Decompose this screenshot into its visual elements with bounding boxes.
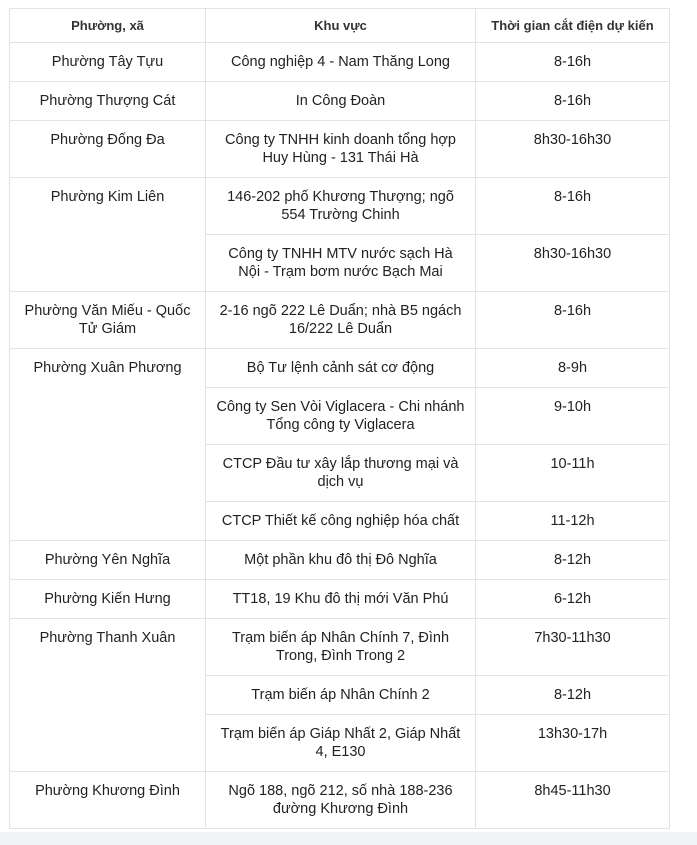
table-row — [10, 178, 670, 235]
time-cell: 8-12h — [476, 676, 670, 715]
area-cell: 146-202 phố Khương Thượng; ngõ 554 Trường Chinh — [206, 178, 476, 235]
ward-cell: Phường Thanh Xuân — [10, 619, 206, 772]
time-cell: 8-16h — [476, 82, 670, 121]
time-cell: 6-12h — [476, 580, 670, 619]
header-time: Thời gian cắt điện dự kiến — [476, 9, 670, 43]
ward-cell: Phường Khương Đình — [10, 772, 206, 829]
area-cell: Ngõ 188, ngõ 212, số nhà 188-236 đường Khương Đình — [206, 772, 476, 829]
table-row — [10, 349, 670, 388]
ward-cell: Phường Xuân Phương — [10, 349, 206, 541]
table-row — [10, 772, 670, 829]
header-area: Khu vực — [206, 9, 476, 43]
area-cell: Công ty Sen Vòi Viglacera - Chi nhánh Tổng công ty Viglacera — [206, 388, 476, 445]
area-cell: Bộ Tư lệnh cảnh sát cơ động — [206, 349, 476, 388]
area-cell: Công ty TNHH kinh doanh tổng hợp Huy Hùng - 131 Thái Hà — [206, 121, 476, 178]
time-cell: 8h30-16h30 — [476, 121, 670, 178]
area-cell: Một phần khu đô thị Đô Nghĩa — [206, 541, 476, 580]
outage-table-container — [9, 8, 669, 829]
time-cell: 8h30-16h30 — [476, 235, 670, 292]
table-row — [10, 292, 670, 349]
time-cell: 8-16h — [476, 292, 670, 349]
area-cell: In Công Đoàn — [206, 82, 476, 121]
ward-cell: Phường Kiến Hưng — [10, 580, 206, 619]
ward-cell: Phường Đống Đa — [10, 121, 206, 178]
time-cell: 10-11h — [476, 445, 670, 502]
area-cell: 2-16 ngõ 222 Lê Duẩn; nhà B5 ngách 16/222 Lê Duẩn — [206, 292, 476, 349]
area-cell: Trạm biến áp Giáp Nhất 2, Giáp Nhất 4, E130 — [206, 715, 476, 772]
area-cell: CTCP Thiết kế công nghiệp hóa chất — [206, 502, 476, 541]
ward-cell: Phường Thượng Cát — [10, 82, 206, 121]
time-cell: 8h45-11h30 — [476, 772, 670, 829]
time-cell: 7h30-11h30 — [476, 619, 670, 676]
time-cell: 11-12h — [476, 502, 670, 541]
area-cell: Trạm biến áp Nhân Chính 7, Đình Trong, Đình Trong 2 — [206, 619, 476, 676]
area-cell: TT18, 19 Khu đô thị mới Văn Phú — [206, 580, 476, 619]
time-cell: 8-9h — [476, 349, 670, 388]
table-header-row — [10, 9, 670, 43]
area-cell: Công nghiệp 4 - Nam Thăng Long — [206, 43, 476, 82]
time-cell: 8-12h — [476, 541, 670, 580]
area-cell: Trạm biến áp Nhân Chính 2 — [206, 676, 476, 715]
table-row — [10, 619, 670, 676]
table-row — [10, 43, 670, 82]
page-bottom-strip — [0, 832, 697, 845]
area-cell: CTCP Đầu tư xây lắp thương mại và dịch vụ — [206, 445, 476, 502]
table-row — [10, 121, 670, 178]
time-cell: 13h30-17h — [476, 715, 670, 772]
time-cell: 8-16h — [476, 178, 670, 235]
ward-cell: Phường Kim Liên — [10, 178, 206, 292]
table-row — [10, 82, 670, 121]
ward-cell: Phường Văn Miếu - Quốc Tử Giám — [10, 292, 206, 349]
header-ward: Phường, xã — [10, 9, 206, 43]
table-row — [10, 541, 670, 580]
table-row — [10, 580, 670, 619]
time-cell: 9-10h — [476, 388, 670, 445]
time-cell: 8-16h — [476, 43, 670, 82]
ward-cell: Phường Tây Tựu — [10, 43, 206, 82]
ward-cell: Phường Yên Nghĩa — [10, 541, 206, 580]
outage-table — [9, 8, 670, 829]
area-cell: Công ty TNHH MTV nước sạch Hà Nội - Trạm bơm nước Bạch Mai — [206, 235, 476, 292]
